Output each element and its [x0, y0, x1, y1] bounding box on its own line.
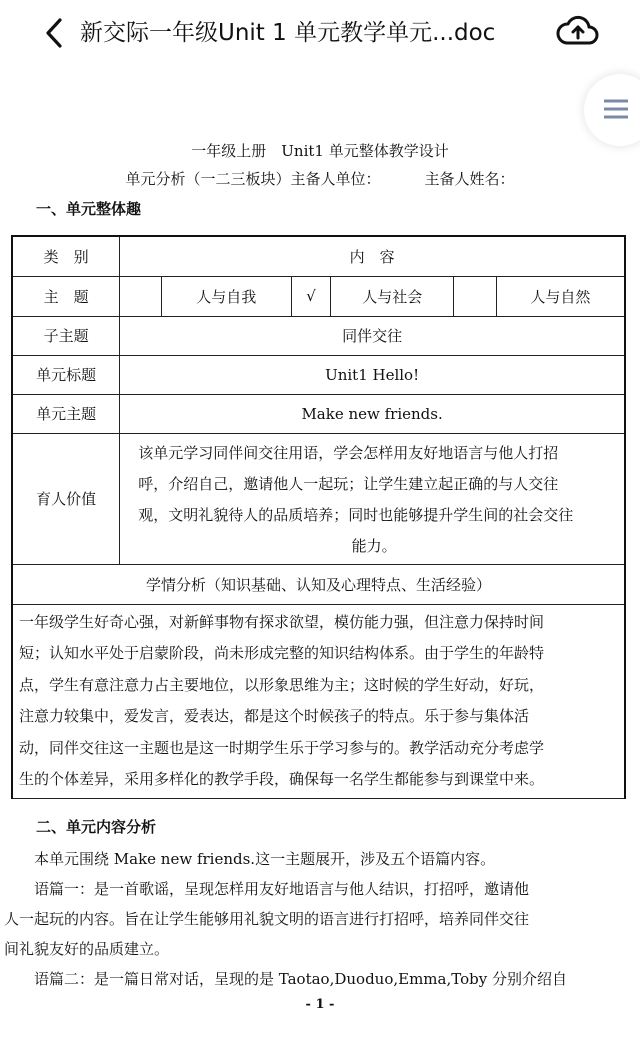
analysis-line: 生的个体差异，采用多样化的教学手段，确保每一名学生都能参与到课堂中来。 [19, 770, 545, 788]
subtitle-name: 主备人姓名： [424, 170, 515, 188]
doc-title: 一年级上册 Unit1 单元整体教学设计 [191, 142, 449, 160]
analysis-text [12, 604, 625, 798]
cloud-upload-icon [556, 12, 600, 52]
unit-design-table [11, 235, 626, 799]
page-number: - 1 - [305, 997, 335, 1012]
paragraph-line: 间礼貌友好的品质建立。 [4, 940, 170, 958]
theme-check-mark: √ [291, 276, 331, 316]
chevron-left-icon [38, 14, 74, 52]
theme-blank-cell [454, 276, 497, 316]
unit-theme-label: 单元主题 [12, 394, 120, 433]
paragraph: 本单元围绕 Make new friends.这一主题展开，涉及五个语篇内容。 [4, 850, 496, 868]
app-header [0, 0, 640, 66]
theme-option-self: 人与自我 [162, 276, 292, 316]
value-text [120, 433, 625, 564]
unit-title-value: Unit1 Hello! [120, 355, 625, 394]
subtitle-unit: 单元分析（一二三板块）主备人单位： [125, 170, 381, 188]
analysis-heading: 学情分析（知识基础、认知及心理特点、生活经验） [12, 564, 625, 604]
value-line: 呼，介绍自己，邀请他人一起玩；让学生建立起正确的与人交往 [138, 474, 559, 493]
value-label: 育人价值 [12, 433, 120, 564]
analysis-line: 点，学生有意注意力占主要地位，以形象思维为主；这时候的学生好动，好玩， [19, 675, 545, 694]
theme-blank-cell [120, 276, 162, 316]
document-page[interactable] [0, 66, 640, 1058]
header-category: 类 别 [12, 236, 120, 276]
header-content: 内 容 [120, 236, 625, 276]
theme-option-nature: 人与自然 [496, 276, 625, 316]
analysis-line: 动，同伴交往这一主题也是这一时期学生乐于学习参与的。教学活动充分考虑学 [19, 738, 545, 757]
theme-option-society: 人与社会 [331, 276, 454, 316]
section-heading-2: 二、单元内容分析 [36, 818, 157, 836]
paragraph-line: 语篇一：是一首歌谣，呈现怎样用友好地语言与他人结识，打招呼，邀请他 [4, 880, 530, 898]
section-heading-1: 一、单元整体趣 [36, 200, 142, 218]
value-line: 观，文明礼貌待人的品质培养；同时也能够提升学生间的社会交往 [138, 505, 574, 524]
paragraph-line: 人一起玩的内容。旨在让学生能够用礼貌文明的语言进行打招呼，培养同伴交往 [4, 910, 530, 928]
cloud-upload-button[interactable] [556, 12, 600, 52]
subtheme-label: 子主题 [12, 316, 120, 355]
unit-title-label: 单元标题 [12, 355, 120, 394]
back-button[interactable] [38, 14, 74, 52]
theme-label: 主 题 [12, 276, 120, 316]
document-title: 新交际一年级Unit 1 单元教学单元...doc [80, 20, 496, 46]
paragraph-line: 语篇二：是一篇日常对话，呈现的是 Taotao,Duoduo,Emma,Toby 分别介绍自 [4, 970, 567, 988]
value-line: 能力。 [351, 536, 397, 555]
unit-theme-value: Make new friends. [120, 394, 625, 433]
analysis-line: 一年级学生好奇心强，对新鲜事物有探求欲望，模仿能力强，但注意力保持时间 [19, 612, 545, 631]
analysis-line: 短；认知水平处于启蒙阶段，尚未形成完整的知识结构体系。由于学生的年龄特 [19, 644, 545, 662]
value-line: 该单元学习同伴间交往用语，学会怎样用友好地语言与他人打招 [138, 443, 559, 462]
doc-subtitle [0, 168, 640, 190]
analysis-line: 注意力较集中，爱发言，爱表达，都是这个时候孩子的特点。乐于参与集体活 [19, 707, 530, 725]
subtheme-value: 同伴交往 [120, 316, 625, 355]
